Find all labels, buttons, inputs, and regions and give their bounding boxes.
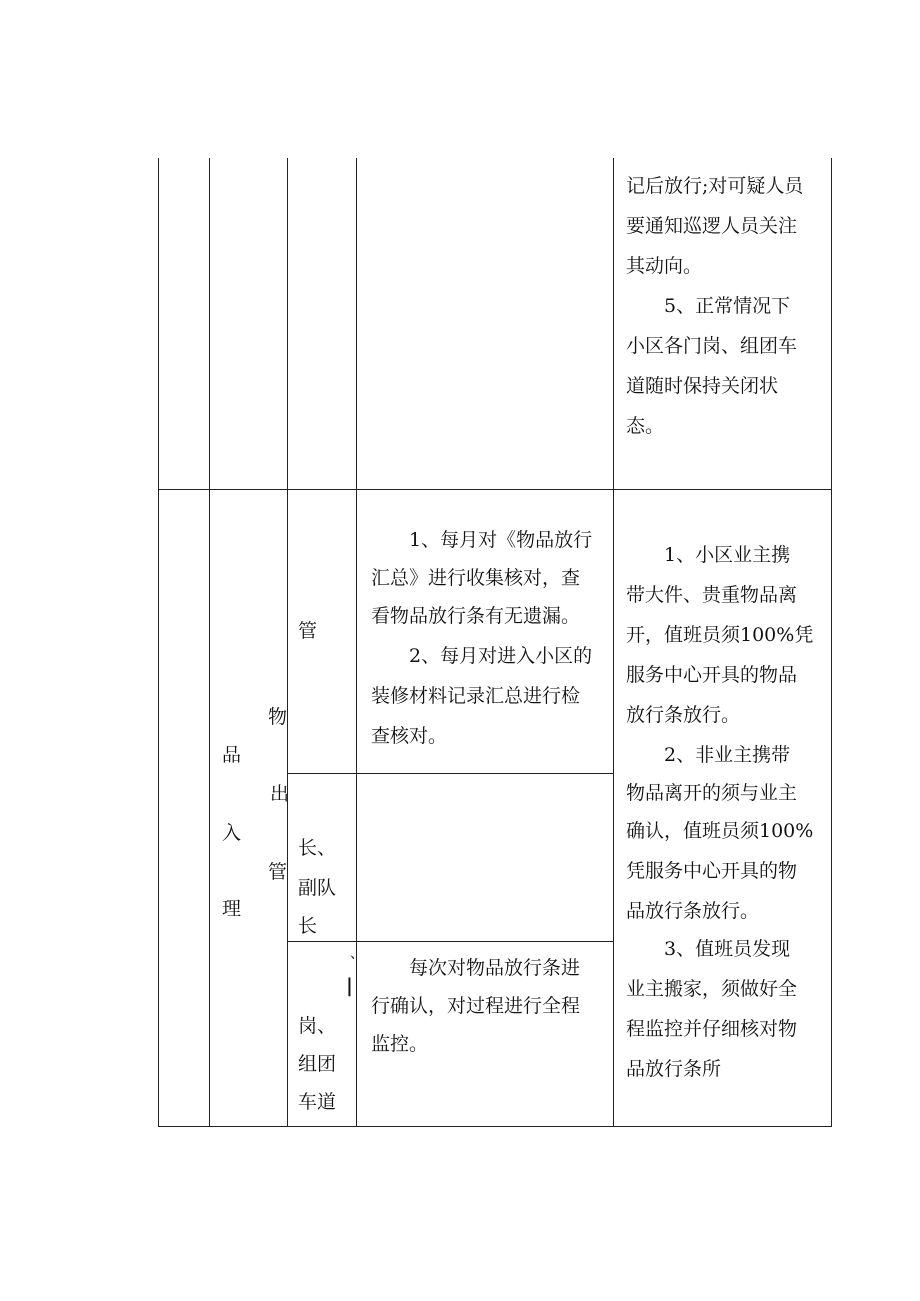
standard-line: 带大件、贵重物品离 bbox=[626, 584, 798, 606]
standard-line: 1、小区业主携 bbox=[626, 544, 791, 566]
duty-line: 监控。 bbox=[371, 1033, 429, 1055]
category-char: 出 bbox=[270, 783, 290, 805]
upper-standards-line: 道随时保持关闭状 bbox=[626, 375, 779, 397]
upper-standards-line: 要通知巡逻人员关注 bbox=[626, 215, 798, 237]
standard-line: 3、值班员发现 bbox=[626, 938, 791, 960]
standard-line: 2、非业主携带 bbox=[626, 744, 791, 766]
role-label-line: 副队 bbox=[298, 877, 337, 899]
column-divider-3 bbox=[356, 158, 357, 1126]
duty-line: 汇总》进行收集核对，查 bbox=[371, 567, 581, 589]
standard-line: 业主搬家，须做好全 bbox=[626, 978, 798, 1000]
column-divider-4 bbox=[613, 158, 614, 1126]
standard-line: 放行条放行。 bbox=[626, 704, 741, 726]
role-label-line: 岗、 bbox=[298, 1015, 337, 1037]
upper-standards-line: 记后放行;对可疑人员 bbox=[626, 175, 804, 197]
role-label-line: 长 bbox=[298, 915, 318, 937]
category-char: 物 bbox=[268, 706, 288, 728]
category-char: 管 bbox=[268, 861, 288, 883]
duty-line: 2、每月对进入小区的 bbox=[371, 645, 593, 667]
role-label-line: 车道 bbox=[298, 1091, 337, 1113]
upper-standards-line: 5、正常情况下 bbox=[626, 295, 791, 317]
role-label-line: 组团 bbox=[298, 1053, 337, 1075]
role-bar: | bbox=[346, 975, 353, 997]
table-border-bottom bbox=[158, 1126, 832, 1127]
standard-line: 开，值班员须100%凭 bbox=[626, 624, 814, 646]
upper-standards-line: 其动向。 bbox=[626, 255, 703, 277]
upper-standards-line: 小区各门岗、组团车 bbox=[626, 335, 798, 357]
duty-line: 行确认，对过程进行全程 bbox=[371, 995, 581, 1017]
row-divider-sub-2 bbox=[287, 941, 614, 942]
duty-line: 看物品放行条有无遗漏。 bbox=[371, 605, 581, 627]
duty-line: 装修材料记录汇总进行检 bbox=[371, 685, 581, 707]
row-divider-main bbox=[158, 489, 832, 490]
upper-standards-line: 态。 bbox=[626, 415, 665, 437]
role-mark: 、 bbox=[350, 946, 364, 962]
category-char: 理 bbox=[222, 898, 242, 920]
duty-line: 每次对物品放行条进 bbox=[371, 957, 581, 979]
standard-line: 品放行条所 bbox=[626, 1058, 722, 1080]
row-divider-sub-1 bbox=[287, 773, 614, 774]
standard-line: 凭服务中心开具的物 bbox=[626, 860, 798, 882]
table-border-right bbox=[831, 158, 832, 1126]
category-char: 入 bbox=[222, 822, 242, 844]
category-char: 品 bbox=[222, 744, 242, 766]
standard-line: 确认，值班员须100% bbox=[626, 820, 814, 842]
table-border-left bbox=[158, 158, 159, 1126]
standard-line: 服务中心开具的物品 bbox=[626, 664, 798, 686]
role-label: 管 bbox=[298, 620, 318, 642]
duty-line: 查核对。 bbox=[371, 725, 448, 747]
duty-line: 1、每月对《物品放行 bbox=[371, 529, 593, 551]
standard-line: 品放行条放行。 bbox=[626, 900, 760, 922]
role-label-line: 长、 bbox=[298, 837, 337, 859]
standard-line: 程监控并仔细核对物 bbox=[626, 1018, 798, 1040]
column-divider-2 bbox=[287, 158, 288, 1126]
standard-line: 物品离开的须与业主 bbox=[626, 782, 798, 804]
column-divider-1 bbox=[209, 158, 210, 1126]
